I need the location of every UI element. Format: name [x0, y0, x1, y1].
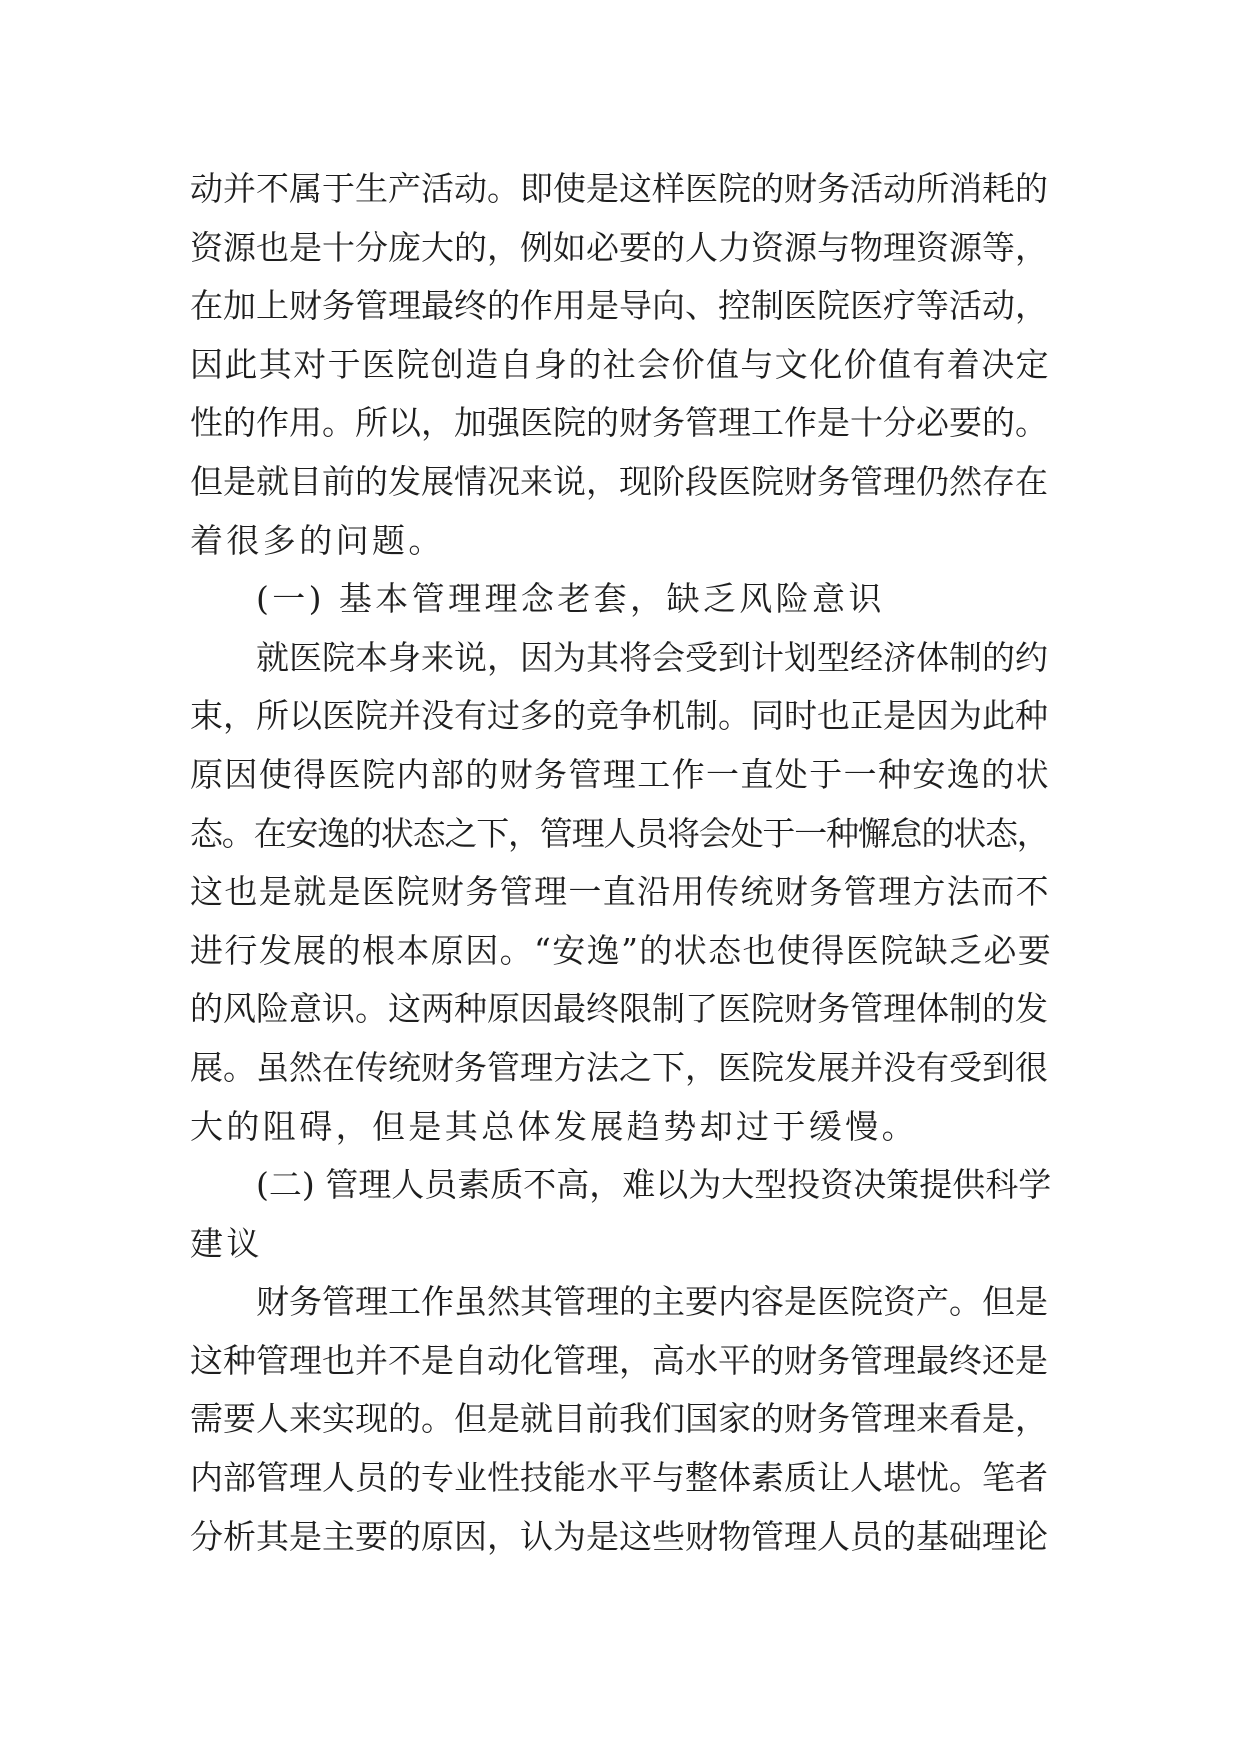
text-line: 但是就目前的发展情况来说，现阶段医院财务管理仍然存在 — [190, 461, 1048, 501]
text-line: 束，所以医院并没有过多的竞争机制。同时也正是因为此种 — [190, 696, 1048, 736]
paragraph-start-line: (二) 管理人员素质不高，难以为大型投资决策提供科学 — [256, 1165, 1052, 1205]
text-line: 这种管理也并不是自动化管理，高水平的财务管理最终还是 — [190, 1340, 1048, 1380]
text-line: 性的作用。所以，加强医院的财务管理工作是十分必要的。 — [190, 403, 1048, 443]
text-line: 原因使得医院内部的财务管理工作一直处于一种安逸的状 — [190, 754, 1050, 794]
text-line: 大的阻碍，但是其总体发展趋势却过于缓慢。 — [190, 1106, 918, 1146]
text-line: 展。虽然在传统财务管理方法之下，医院发展并没有受到很 — [190, 1047, 1048, 1087]
text-line: 的风险意识。这两种原因最终限制了医院财务管理体制的发 — [190, 989, 1048, 1029]
text-line: 在加上财务管理最终的作用是导向、控制医院医疗等活动， — [190, 286, 1048, 326]
text-line: 着很多的问题。 — [190, 520, 445, 560]
text-line: 因此其对于医院创造自身的社会价值与文化价值有着决定 — [190, 344, 1050, 384]
paragraph-start-line: (一) 基本管理理念老套，缺乏风险意识 — [256, 579, 885, 619]
text-line: 需要人来实现的。但是就目前我们国家的财务管理来看是， — [190, 1399, 1048, 1439]
paragraph-start-line: 财务管理工作虽然其管理的主要内容是医院资产。但是 — [256, 1282, 1048, 1322]
text-line: 这也是就是医院财务管理一直沿用传统财务管理方法而不 — [190, 872, 1050, 912]
text-line: 分析其是主要的原因，认为是这些财物管理人员的基础理论 — [190, 1516, 1048, 1556]
paragraph-start-line: 就医院本身来说，因为其将会受到计划型经济体制的约 — [256, 637, 1048, 677]
text-line: 态。在安逸的状态之下，管理人员将会处于一种懈怠的状态， — [190, 813, 1049, 853]
text-line: 进行发展的根本原因。“安逸”的状态也使得医院缺乏必要 — [190, 930, 1053, 970]
text-line: 动并不属于生产活动。即使是这样医院的财务活动所消耗的 — [190, 169, 1048, 208]
body-text — [190, 160, 1052, 1566]
text-line: 内部管理人员的专业性技能水平与整体素质让人堪忧。笔者 — [190, 1458, 1048, 1498]
text-line: 建议 — [190, 1223, 263, 1263]
text-line: 资源也是十分庞大的，例如必要的人力资源与物理资源等， — [190, 227, 1048, 267]
